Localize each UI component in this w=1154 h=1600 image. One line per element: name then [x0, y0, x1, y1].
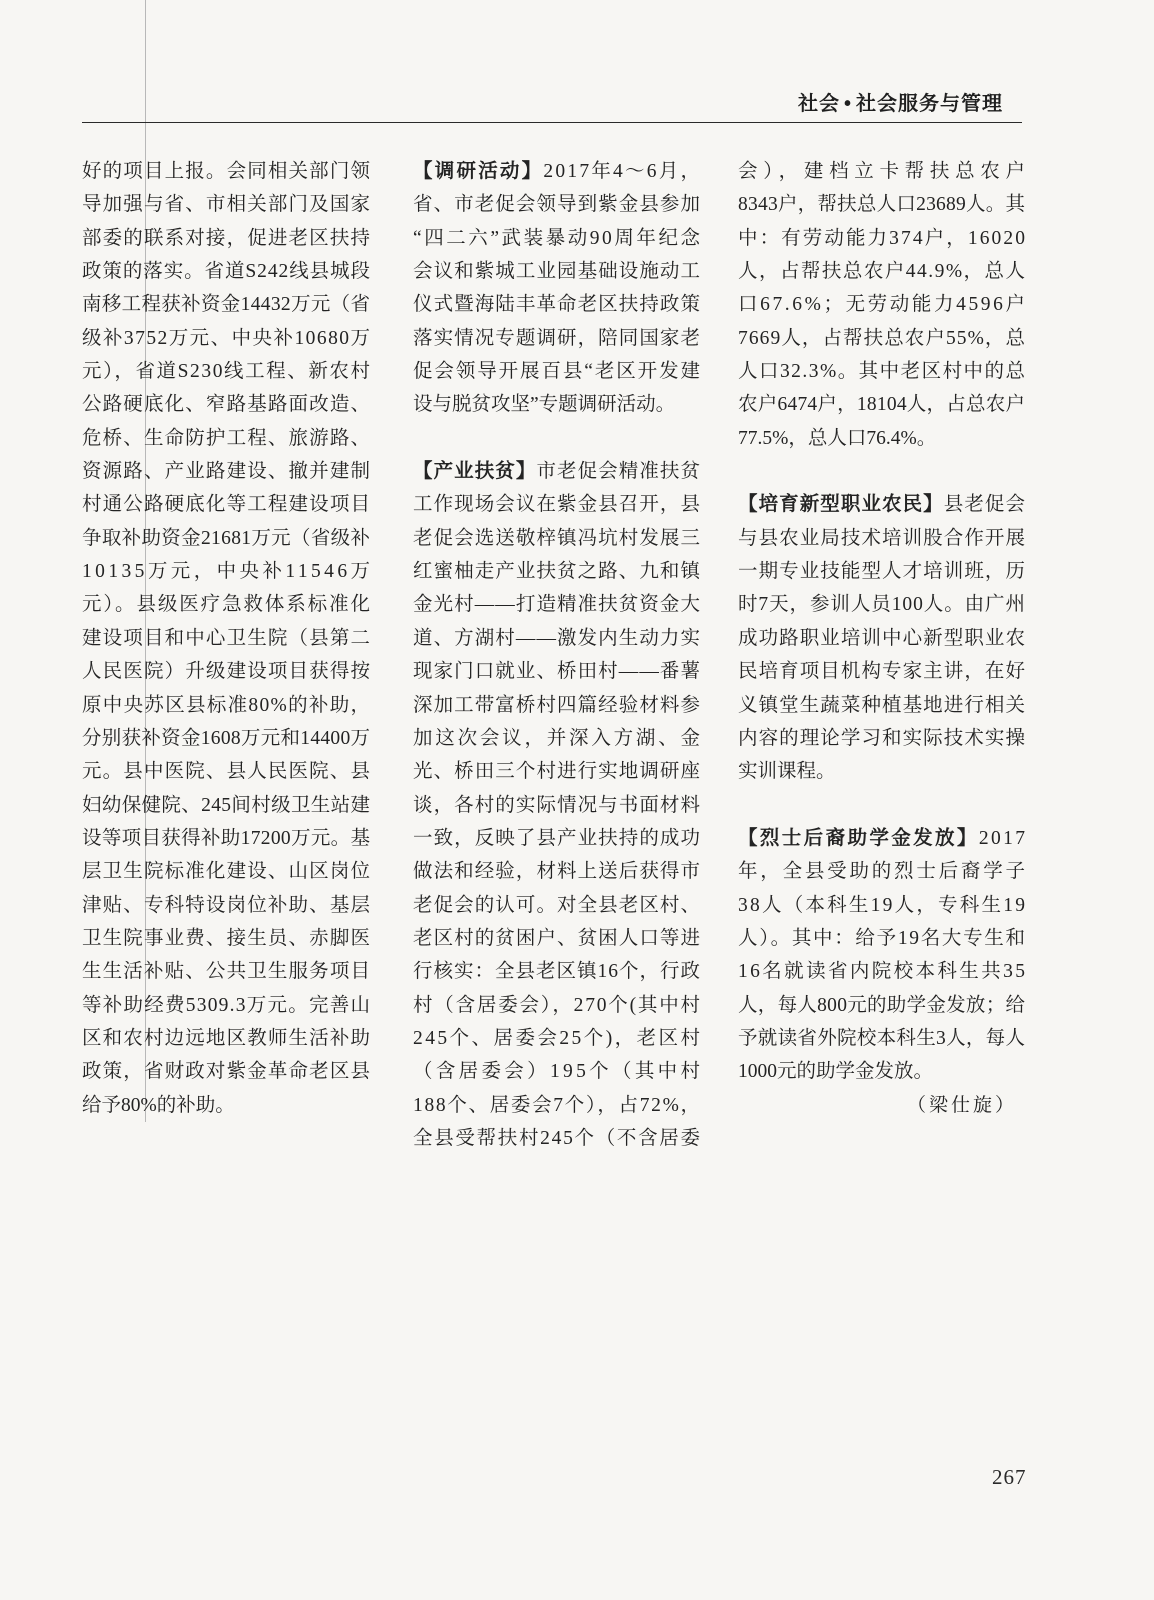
text-line: 老区村的贫困户、贫困人口等进: [413, 927, 702, 949]
text-line: 原中央苏区县标准80%的补助，: [82, 694, 372, 716]
text-line-fragment: 2017: [978, 827, 1028, 849]
text-line: 做法和经验，材料上送后获得市: [413, 861, 702, 883]
text-line: 老促会选送敬梓镇冯坑村发展三: [413, 527, 702, 549]
header-subsection: 社会服务与管理: [856, 93, 1004, 115]
text-line: 人民医院）升级建设项目获得按: [82, 661, 372, 683]
text-line: 会），建档立卡帮扶总农户: [738, 161, 1031, 182]
section-farmers: [738, 488, 1025, 788]
text-column-3: [738, 155, 1031, 1122]
text-line: 加这次会议，并深入方湖、金: [413, 727, 703, 749]
text-line: 与县农业局技术培训股合作开展: [738, 527, 1027, 549]
text-line-fragment: 2017年4～6月，: [543, 161, 703, 182]
text-line: 1000元的助学金发放。: [738, 1061, 934, 1083]
text-line: 人口32.3%。其中老区村中的总: [738, 361, 1027, 383]
text-line: 77.5%，总人口76.4%。: [738, 427, 937, 449]
heading-line: [413, 455, 700, 488]
section-research: [413, 155, 703, 422]
text-line: 设等项目获得补助17200万元。基: [82, 827, 371, 849]
text-column-2: [413, 155, 704, 1155]
header-separator: •: [844, 93, 853, 115]
heading-line: [413, 155, 703, 188]
text-line: 谈，各村的实际情况与书面材料: [413, 794, 702, 816]
text-line: 村（含居委会），270个(其中村: [413, 994, 702, 1016]
text-line: 成功路职业培训中心新型职业农: [738, 627, 1027, 649]
text-line: 好的项目上报。会同相关部门领: [82, 161, 372, 182]
text-line: 促会领导开展百县“老区开发建: [413, 361, 702, 383]
text-line: 7669人，占帮扶总农户55%，总: [738, 327, 1027, 349]
text-line-fragment: 市老促会精准扶贫: [536, 461, 702, 483]
section-heading: 【调研活动】: [413, 160, 544, 182]
text-line: 民培育项目机构专家主讲，在好: [738, 661, 1027, 683]
text-line: 分别获补资金1608万元和14400万: [82, 727, 371, 749]
text-line: 落实情况专题调研，陪同国家老: [413, 327, 702, 349]
text-line: 10135万元，中央补11546万: [82, 561, 374, 583]
text-line: 年，全县受助的烈士后裔学子: [738, 861, 1028, 883]
text-line: 人，占帮扶总农户44.9%，总人: [738, 261, 1027, 283]
text-line: 政策的落实。省道S242线县城段: [82, 261, 371, 283]
text-line: 深加工带富桥村四篇经验材料参: [413, 694, 702, 716]
text-line: “四二六”武装暴动90周年纪念: [413, 227, 703, 249]
text-line: 全县受帮扶村245个（不含居委: [413, 1127, 702, 1149]
text-line: 一致，反映了县产业扶持的成功: [413, 827, 702, 849]
text-line: 部委的联系对接，促进老区扶持: [82, 227, 372, 249]
text-line: 光、桥田三个村进行实地调研座: [413, 761, 702, 783]
text-line: 8343户，帮扶总人口23689人。其: [738, 194, 1026, 216]
text-line: 建设项目和中心卫生院（县第二: [82, 627, 372, 649]
text-line: 等补助经费5309.3万元。完善山: [82, 994, 372, 1016]
heading-line: [738, 822, 1028, 855]
text-line: 层卫生院标准化建设、山区岗位: [82, 861, 372, 883]
text-line: 津贴、专科特设岗位补助、基层: [82, 894, 372, 916]
paragraph: [82, 155, 374, 1122]
text-line: 红蜜柚走产业扶贫之路、九和镇: [413, 561, 702, 583]
text-line: 危桥、生命防护工程、旅游路、: [82, 427, 372, 449]
text-line: 38人（本科生19人，专科生19: [738, 894, 1028, 916]
text-column-1: [82, 155, 374, 1122]
heading-line: [738, 488, 1025, 521]
text-line: 人，每人800元的助学金发放；给: [738, 994, 1026, 1016]
text-line: 188个、居委会7个），占72%，: [413, 1094, 702, 1116]
section-heading: 【产业扶贫】: [413, 460, 537, 483]
text-line: 政策，省财政对紫金革命老区县: [82, 1061, 372, 1083]
text-line: 245个、居委会25个)，老区村: [413, 1027, 703, 1049]
section-heading: 【培育新型职业农民】: [738, 493, 944, 516]
text-line: 金光村——打造精准扶贫资金大: [413, 594, 702, 616]
text-line: 生生活补贴、公共卫生服务项目: [82, 961, 372, 983]
text-line: 争取补助资金21681万元（省级补: [82, 527, 371, 549]
text-line: 公路硬底化、窄路基路面改造、: [82, 394, 372, 416]
text-line: 妇幼保健院、245间村级卫生站建: [82, 794, 371, 816]
section-heading: 【烈士后裔助学金发放】: [738, 826, 979, 849]
text-line: 予就读省外院校本科生3人，每人: [738, 1027, 1026, 1049]
text-line-fragment: 县老促会: [943, 494, 1027, 516]
text-line: 给予80%的补助。: [82, 1094, 235, 1116]
text-line: 元），省道S230线工程、新农村: [82, 361, 372, 383]
section-scholarship: [738, 822, 1028, 1122]
text-line: 区和农村边远地区教师生活补助: [82, 1027, 372, 1049]
text-line: 内容的理论学习和实际技术实操: [738, 727, 1027, 749]
text-line: 南移工程获补资金14432万元（省: [82, 294, 371, 316]
text-line: 实训课程。: [738, 761, 836, 783]
text-line: 工作现场会议在紫金县召开，县: [413, 494, 702, 516]
text-line: 口67.6%；无劳动能力4596户: [738, 294, 1028, 316]
text-line: 资源路、产业路建设、撤并建制: [82, 461, 372, 483]
section-industry-continued: [738, 155, 1031, 455]
text-line: 省、市老促会领导到紫金县参加: [413, 194, 702, 216]
page-number: 267: [992, 1465, 1027, 1489]
author-credit: （梁仕旋）: [906, 1094, 1017, 1116]
text-line: 农户6474户，18104人，占总农户: [738, 394, 1026, 416]
text-line: 元）。县级医疗急救体系标准化: [82, 594, 372, 616]
text-line: 现家门口就业、桥田村——番薯: [413, 661, 702, 683]
text-line: 道、方湖村——激发内生动力实: [413, 627, 702, 649]
header-rule: [82, 122, 1022, 123]
running-header: [798, 92, 1003, 116]
text-line: 导加强与省、市相关部门及国家: [82, 194, 372, 216]
text-line: 义镇堂生蔬菜种植基地进行相关: [738, 694, 1027, 716]
text-line: 级补3752万元、中央补10680万: [82, 327, 372, 349]
text-line: 仪式暨海陆丰革命老区扶持政策: [413, 294, 702, 316]
text-line: 卫生院事业费、接生员、赤脚医: [82, 927, 372, 949]
text-line: 行核实：全县老区镇16个，行政: [413, 961, 701, 983]
header-section: 社会: [798, 93, 840, 115]
section-industry: [413, 455, 704, 1155]
text-line: 会议和紫城工业园基础设施动工: [413, 261, 702, 283]
text-line: 人）。其中：给予19名大专生和: [738, 927, 1027, 949]
text-line: 老促会的认可。对全县老区村、: [413, 894, 702, 916]
text-line: 时7天，参训人员100人。由广州: [738, 594, 1026, 616]
text-line: （含居委会）195个（其中村: [413, 1061, 704, 1083]
text-line: 设与脱贫攻坚”专题调研活动。: [413, 394, 676, 416]
text-line: 中：有劳动能力374户，16020: [738, 227, 1028, 249]
text-line: 元。县中医院、县人民医院、县: [82, 761, 372, 783]
text-line: 一期专业技能型人才培训班，历: [738, 561, 1027, 583]
text-line: 村通公路硬底化等工程建设项目: [82, 494, 372, 516]
text-line: 16名就读省内院校本科生共35: [738, 961, 1028, 983]
